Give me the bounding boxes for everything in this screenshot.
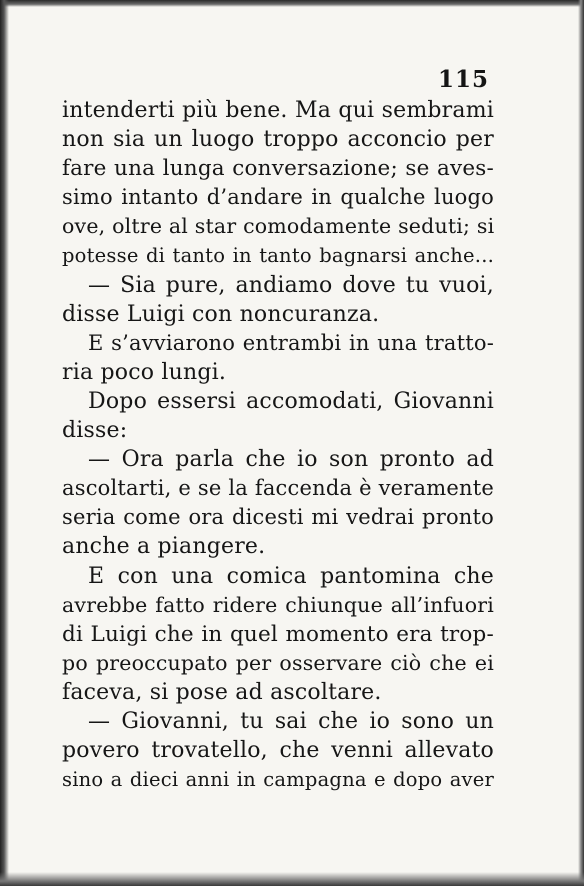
text-line: ria poco lungi. <box>62 359 227 385</box>
text-line: disse Luigi con noncuranza. <box>62 301 380 327</box>
scan-edge-right <box>578 0 584 886</box>
text-line: seria come ora dicesti mi vedrai pronto <box>62 505 494 530</box>
text-line: non sia un luogo troppo acconcio per <box>62 127 494 153</box>
text-line: sino a dieci anni in campagna e dopo aver <box>62 768 494 792</box>
text-line: ascoltarti, e se la faccenda è veramente <box>62 476 494 501</box>
scan-edge-left <box>0 0 9 886</box>
text-line: fare una lunga conversazione; se aves- <box>62 156 494 182</box>
text-line: povero trovatello, che venni allevato <box>62 738 494 764</box>
scan-edge-bottom <box>0 872 584 886</box>
text-line: avrebbe fatto ridere chiunque all’infuori <box>62 592 494 617</box>
body-text <box>62 96 494 794</box>
text-line: intenderti più bene. Ma qui sembrami <box>62 98 494 123</box>
text-line: faceva, si pose ad ascoltare. <box>62 679 382 705</box>
text-line: E con una comica pantomina che <box>88 563 494 589</box>
text-line: ove, oltre al star comodamente seduti; si <box>62 214 495 239</box>
page-number: 115 <box>437 66 489 93</box>
text-line: — Ora parla che io son pronto ad <box>88 447 494 473</box>
text-line: potesse di tanto in tanto bagnarsi anche... <box>62 244 494 268</box>
text-line: anche a piangere. <box>62 534 266 560</box>
text-line: simo intanto d’andare in qualche luogo <box>62 185 494 210</box>
text-line: po preoccupato per osservare ciò che ei <box>62 650 494 675</box>
text-line: — Giovanni, tu sai che io sono un <box>88 708 494 734</box>
text-line: di Luigi che in quel momento era trop- <box>62 621 494 647</box>
text-line: disse: <box>62 418 128 444</box>
scan-edge-top <box>0 0 584 7</box>
text-line: — Sia pure, andiamo dove tu vuoi, <box>88 272 494 298</box>
text-line: E s’avviarono entrambi in una tratto- <box>88 330 494 355</box>
text-line: Dopo essersi accomodati, Giovanni <box>88 388 494 414</box>
